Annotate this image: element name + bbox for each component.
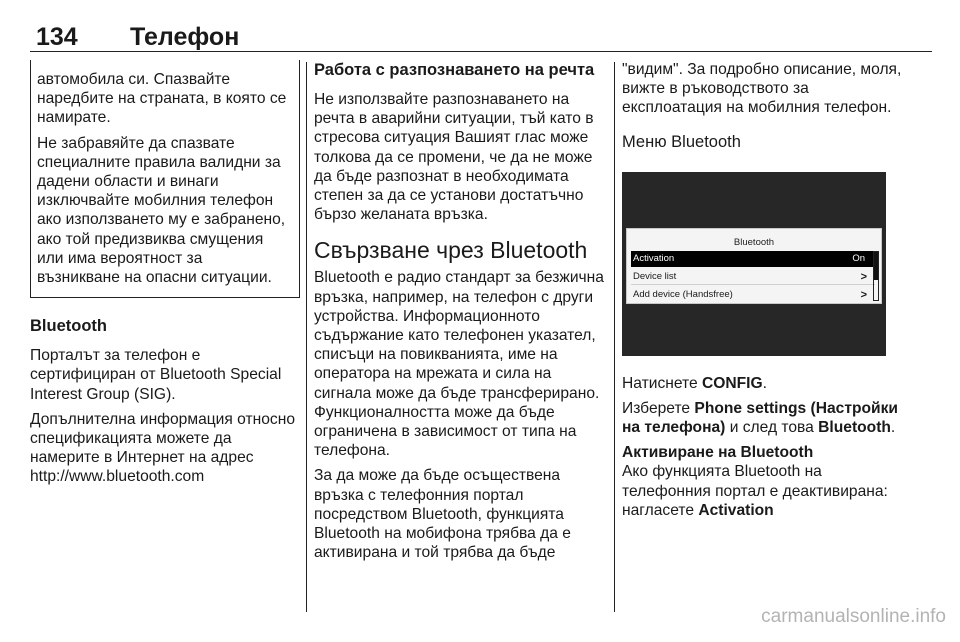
section-heading-connect: Свързване чрез Bluetooth: [314, 237, 588, 264]
paragraph-bluetooth-standard: Bluetooth е радио стандарт за безжична връзка, например, на телефон с други устройства. Информационното съдържание като телефонен указател, списъци на повикванията, име на оператора на мрежата и сила на сигнала може да бъде трансферирано. Функционалността може да бъде ограничена в зависимост от типа на телефона.: [314, 269, 604, 460]
chevron-right-icon: >: [860, 288, 867, 301]
bluetooth-menu-panel: [626, 228, 882, 304]
column-divider-2: [614, 62, 615, 612]
column-left: [30, 60, 300, 493]
page-header: [30, 22, 932, 52]
paragraph-visible: "видим". За подробно описание, моля, вижте в ръководството за експлоатация на мобилния телефон.: [622, 61, 902, 117]
section-heading-bluetooth: Bluetooth: [30, 317, 107, 336]
column-divider-1: [306, 62, 307, 612]
subheading-activate-bluetooth: Активиране на Bluetooth: [622, 444, 814, 462]
section-heading-bluetooth-menu: Меню Bluetooth: [622, 132, 741, 151]
column-right: [622, 60, 912, 526]
menu-scrollbar: [873, 251, 879, 301]
warning-paragraph-2: Не забравяйте да спазвате специалните правила валидни за дадени области и винаги изключвайте мобилния телефон ако използването му е забранено, ако той предизвиква смущения или има вероятност за възникване на опасни ситуации.: [37, 134, 286, 287]
page-number: 134: [36, 23, 78, 51]
menu-item-add-device: [631, 287, 875, 303]
menu-scrollbar-thumb: [874, 252, 878, 281]
paragraph-more-info: Допълнителна информация относно спецификацията можете да намерите в Интернет на адрес http://www.bluetooth.com: [30, 410, 296, 486]
menu-item-device-list: [631, 269, 875, 285]
section-heading-speech: Работа с разпознаването на речта: [314, 61, 595, 79]
menu-item-add-device-label: Add device (Handsfree): [633, 288, 733, 300]
instruction-activate: Ако функцията Bluetooth на телефонния портал е деактивирана: нагласете Activation: [622, 463, 888, 519]
column-middle: [314, 60, 610, 568]
menu-item-activation-value: On: [852, 252, 865, 264]
bluetooth-menu-screenshot: [622, 172, 886, 356]
paragraph-certification: Порталът за телефон е сертифициран от Bluetooth Special Interest Group (SIG).: [30, 347, 282, 403]
chevron-right-icon: >: [860, 270, 867, 283]
instruction-press-config: Натиснете CONFIG.: [622, 374, 767, 392]
menu-title: Bluetooth: [733, 236, 775, 248]
instruction-select-bluetooth: Изберете Phone settings (Настройки на телефона) и след това Bluetooth.: [622, 399, 898, 437]
paragraph-connection-requirements: За да може да бъде осъществена връзка с телефонния портал посредством Bluetooth, функцията Bluetooth на мобифона трябва да е активирана и той трябва да бъде: [314, 467, 571, 562]
menu-item-activation-label: Activation: [633, 252, 675, 264]
menu-item-activation: [631, 251, 875, 267]
watermark: carmanualsonline.info: [761, 606, 946, 627]
page-title: Телефон: [130, 23, 240, 51]
menu-item-device-list-label: Device list: [633, 270, 677, 282]
warning-paragraph-1: автомобила си. Спазвайте наредбите на страната, в която се намирате.: [37, 71, 287, 127]
warning-box: [30, 60, 300, 298]
paragraph-speech-warning: Не използвайте разпознаването на речта в аварийни ситуации, тъй като в стресова ситуация Вашият глас може толкова да се промени, че да не може да бъде разпознат в необходимата степен за да се установи достатъчно бързо желаната връзка.: [314, 91, 594, 224]
